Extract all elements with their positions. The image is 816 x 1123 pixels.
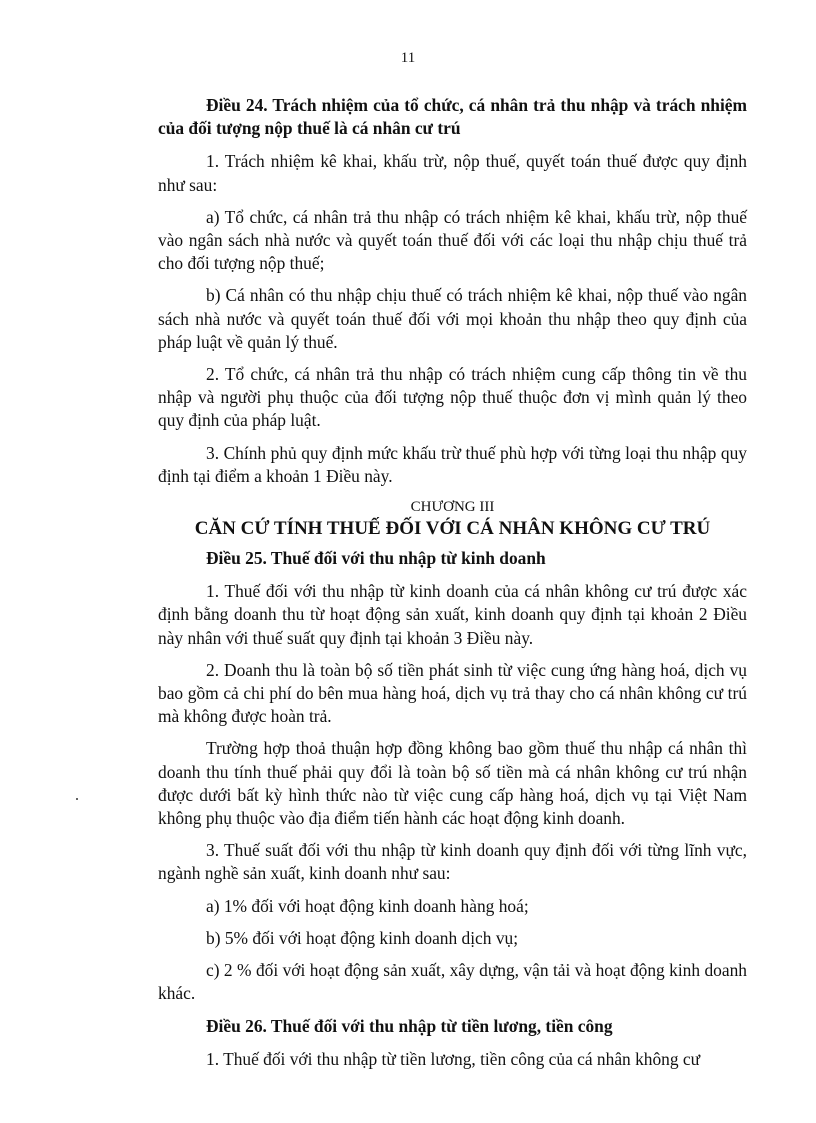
scan-speck: [76, 798, 78, 800]
article-25-paragraph: Trường hợp thoả thuận hợp đồng không bao gồm thuế thu nhập cá nhân thì doanh thu tính thuế phải quy đổi là toàn bộ số tiền mà cá nhân không cư trú nhận được dưới bất kỳ hình thức nào từ việc cung cấp hàng hoá, dịch vụ tại Việt Nam không phụ thuộc vào địa điểm tiến hành các hoạt động kinh doanh.: [158, 738, 747, 829]
article-26-heading: Điều 26. Thuế đối với thu nhập từ tiền lương, tiền công: [206, 1015, 613, 1036]
page-number: 11: [400, 50, 416, 66]
article-24-paragraph: 3. Chính phủ quy định mức khấu trừ thuế phù hợp với từng loại thu nhập quy định tại điểm a khoản 1 Điều này.: [158, 442, 747, 486]
chapter-title: CĂN CỨ TÍNH THUẾ ĐỐI VỚI CÁ NHÂN KHÔNG CƯ TRÚ: [194, 518, 711, 540]
article-25-paragraph: b) 5% đối với hoạt động kinh doanh dịch vụ;: [206, 927, 519, 948]
article-24-paragraph: b) Cá nhân có thu nhập chịu thuế có trách nhiệm kê khai, nộp thuế vào ngân sách nhà nước và quyết toán thuế đối với mọi khoản thu nhập theo quy định của pháp luật về quản lý thuế.: [158, 285, 747, 352]
document-body: [158, 94, 747, 1080]
article-24-heading: Điều 24. Trách nhiệm của tổ chức, cá nhân trả thu nhập và trách nhiệm của đối tượng nộp thuế là cá nhân cư trú: [158, 95, 747, 139]
article-25-paragraph: c) 2 % đối với hoạt động sản xuất, xây dựng, vận tải và hoạt động kinh doanh khác.: [158, 960, 747, 1004]
article-24-paragraph: a) Tổ chức, cá nhân trả thu nhập có trách nhiệm kê khai, khấu trừ, nộp thuế vào ngân sách nhà nước và quyết toán thuế đối với các loại thu nhập chịu thuế trả cho đối tượng nộp thuế;: [158, 206, 747, 274]
article-25-paragraph: 1. Thuế đối với thu nhập từ kinh doanh của cá nhân không cư trú được xác định bằng doanh thu từ hoạt động sản xuất, kinh doanh quy định tại khoản 2 Điều này nhân với thuế suất quy định tại khoản 3 Điều này.: [158, 581, 747, 648]
article-25-paragraph: a) 1% đối với hoạt động kinh doanh hàng hoá;: [206, 895, 529, 916]
article-24-paragraph: 1. Trách nhiệm kê khai, khấu trừ, nộp thuế, quyết toán thuế được quy định như sau:: [158, 151, 747, 195]
chapter-label: CHƯƠNG III: [410, 499, 495, 516]
article-24-paragraph: 2. Tổ chức, cá nhân trả thu nhập có trách nhiệm cung cấp thông tin về thu nhập và người phụ thuộc của đối tượng nộp thuế thuộc đơn vị mình quản lý theo quy định của pháp luật.: [158, 364, 747, 431]
article-26-paragraph: 1. Thuế đối với thu nhập từ tiền lương, tiền công của cá nhân không cư: [206, 1048, 701, 1069]
article-25-paragraph: 2. Doanh thu là toàn bộ số tiền phát sinh từ việc cung ứng hàng hoá, dịch vụ bao gồm cả chi phí do bên mua hàng hoá, dịch vụ trả thay cho cá nhân không cư trú mà không được hoàn trả.: [158, 659, 747, 727]
article-25-paragraph: 3. Thuế suất đối với thu nhập từ kinh doanh quy định đối với từng lĩnh vực, ngành nghề sản xuất, kinh doanh như sau:: [158, 840, 747, 884]
article-25-heading: Điều 25. Thuế đối với thu nhập từ kinh doanh: [206, 548, 546, 569]
